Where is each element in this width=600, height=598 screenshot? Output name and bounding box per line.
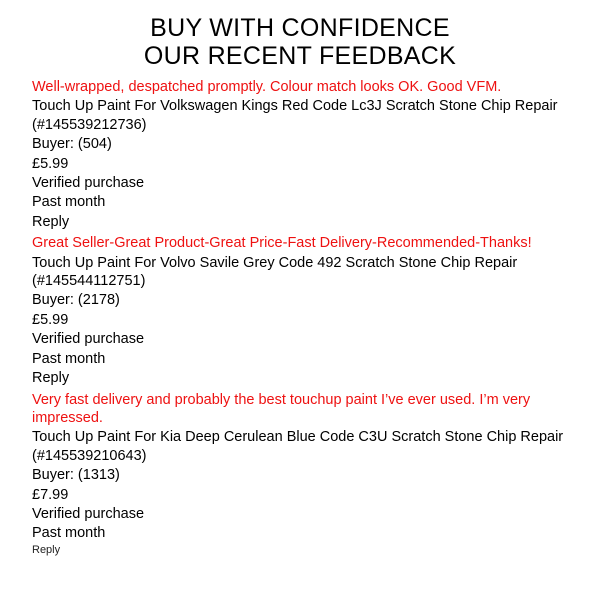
feedback-buyer: Buyer: (504) <box>32 136 112 153</box>
feedback-verified-purchase: Verified purchase <box>32 175 145 192</box>
feedback-item <box>30 234 570 387</box>
feedback-verified-purchase: Verified purchase <box>32 505 145 522</box>
feedback-buyer: Buyer: (2178) <box>32 292 120 309</box>
feedback-price: £7.99 <box>32 486 69 503</box>
feedback-item-title: Touch Up Paint For Volkswagen Kings Red Code Lc3J Scratch Stone Chip Repair (#145539212736) <box>32 98 558 133</box>
feedback-list <box>30 78 570 558</box>
feedback-verified-purchase: Verified purchase <box>32 331 145 348</box>
feedback-item <box>30 78 570 231</box>
feedback-comment: Very fast delivery and probably the best touchup paint I’ve ever used. I’m very impressed. <box>32 391 531 426</box>
page-title <box>30 14 570 70</box>
feedback-price: £5.99 <box>32 155 69 172</box>
feedback-date: Past month <box>32 350 106 367</box>
feedback-buyer: Buyer: (1313) <box>32 467 120 484</box>
feedback-reply-link[interactable]: Reply <box>32 543 61 556</box>
page-title-line-1: BUY WITH CONFIDENCE <box>150 14 450 42</box>
bottom-spacer <box>30 561 570 571</box>
feedback-reply-link[interactable]: Reply <box>32 213 70 230</box>
feedback-reply-link[interactable]: Reply <box>32 370 70 387</box>
page-title-line-2: OUR RECENT FEEDBACK <box>143 42 457 70</box>
feedback-item-title: Touch Up Paint For Volvo Savile Grey Code 492 Scratch Stone Chip Repair (#145544112751) <box>32 254 518 290</box>
feedback-item <box>30 391 570 558</box>
feedback-date: Past month <box>32 194 106 211</box>
feedback-price: £5.99 <box>32 311 69 328</box>
feedback-comment: Well-wrapped, despatched promptly. Colour match looks OK. Good VFM. <box>32 79 502 95</box>
feedback-comment: Great Seller-Great Product-Great Price-Fast Delivery-Recommended-Thanks! <box>32 235 532 252</box>
feedback-date: Past month <box>32 525 106 542</box>
feedback-item-title: Touch Up Paint For Kia Deep Cerulean Blue Code C3U Scratch Stone Chip Repair (#145539210643) <box>32 429 564 464</box>
